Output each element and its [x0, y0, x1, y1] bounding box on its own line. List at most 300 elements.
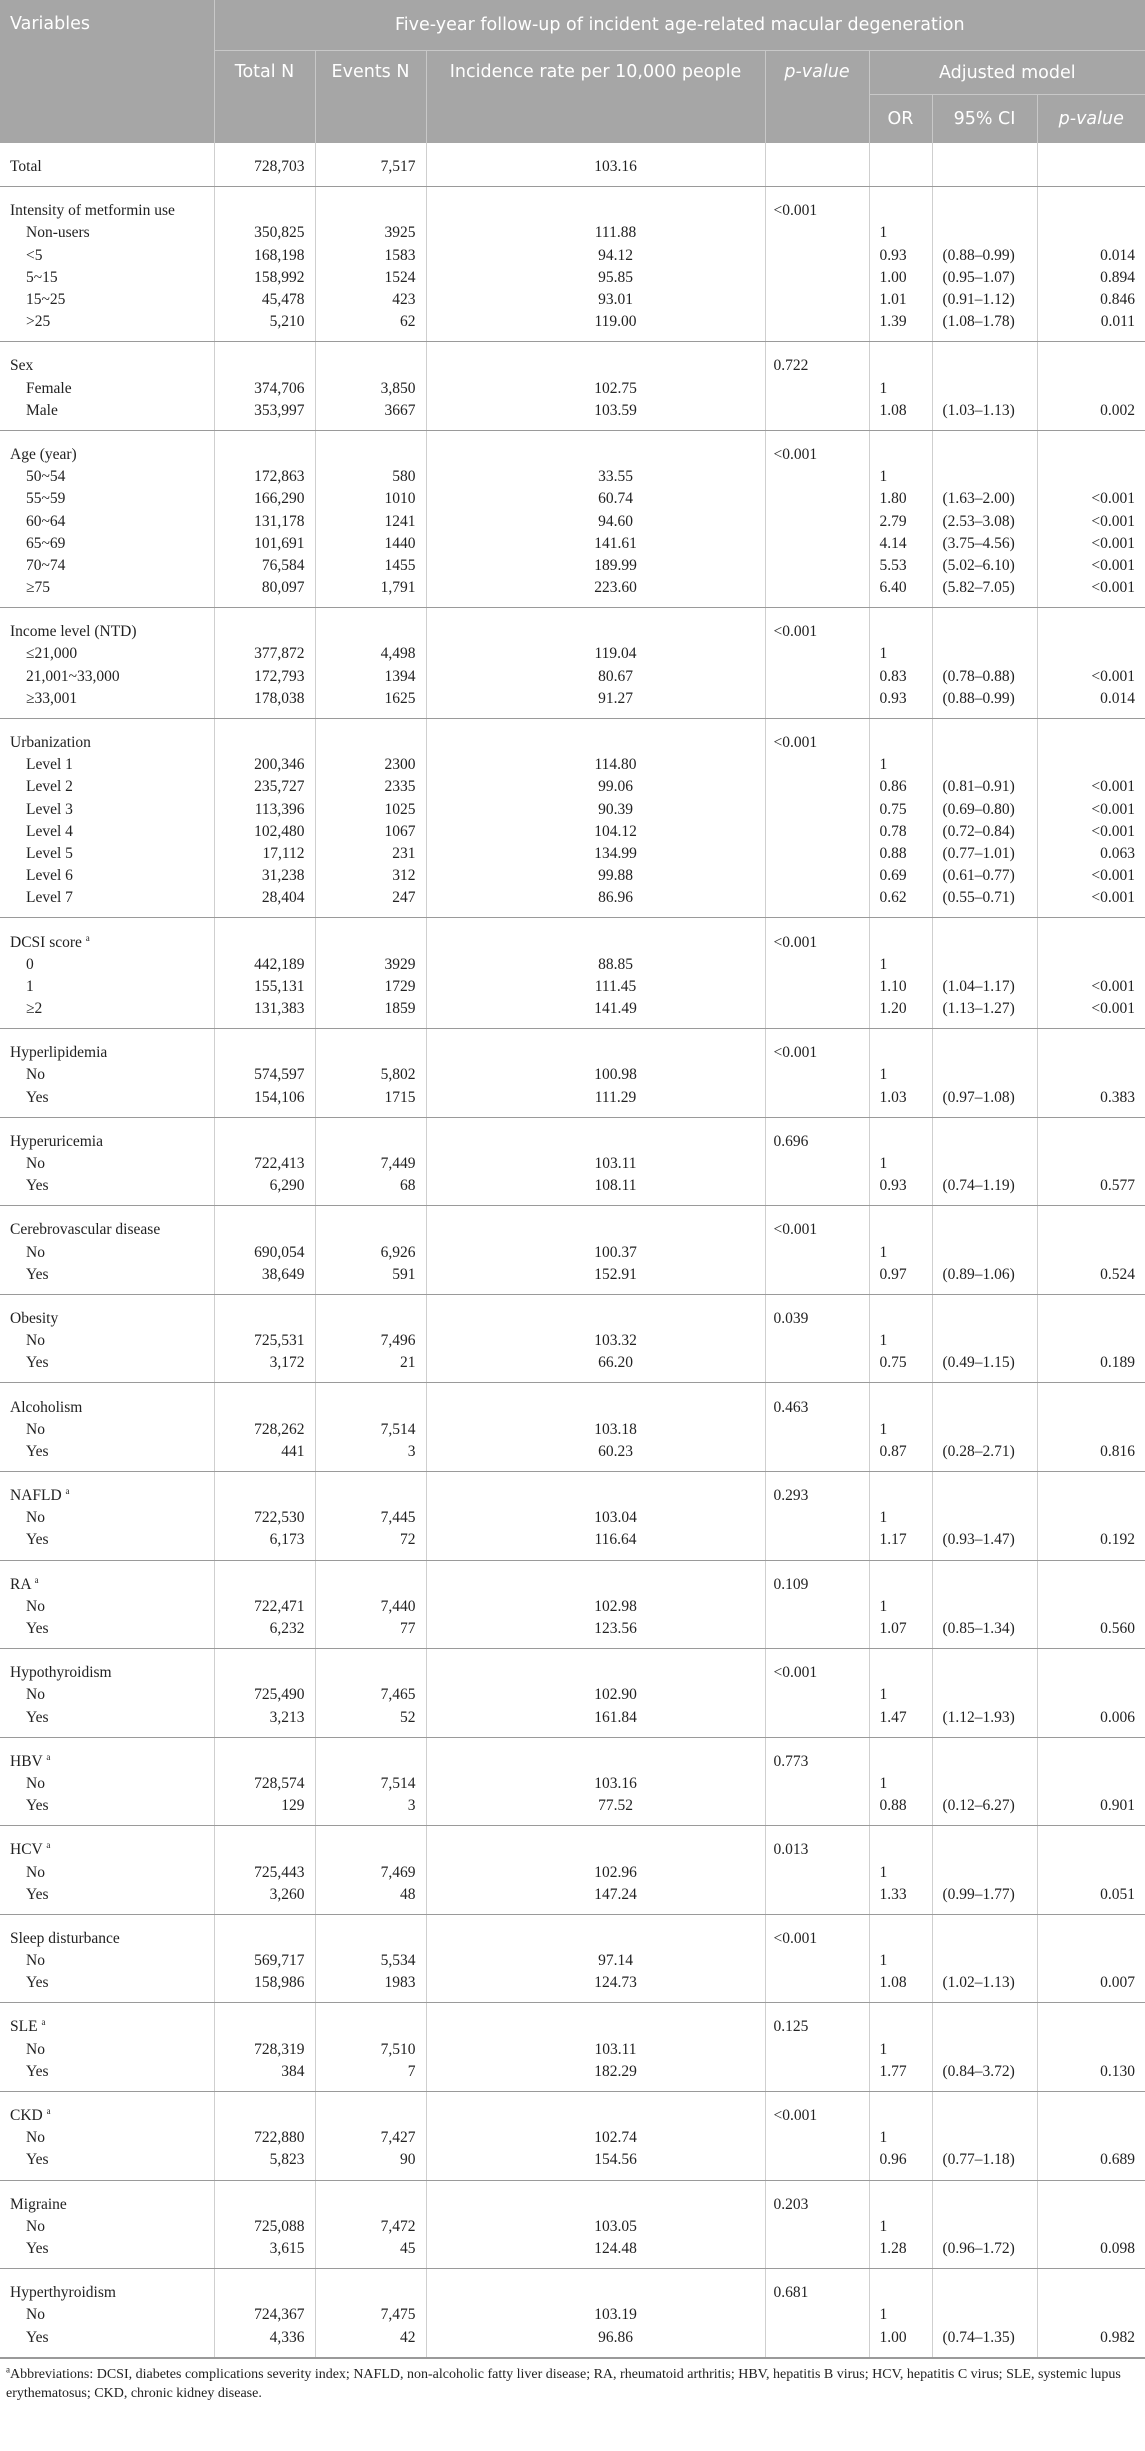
- total-n-cell: 384: [214, 2061, 315, 2092]
- p-value-cell: 0.696: [765, 1117, 869, 1153]
- events-n-cell: [315, 2003, 426, 2039]
- adjusted-p-value-cell: [1037, 1684, 1145, 1706]
- ci-cell: (0.74–1.35): [932, 2326, 1037, 2357]
- total-n-cell: [214, 1560, 315, 1596]
- header-p-value-adjusted: [1037, 95, 1145, 144]
- incidence-rate-cell: [426, 1294, 765, 1330]
- incidence-rate-cell: 77.52: [426, 1795, 765, 1826]
- total-n-cell: 45,478: [214, 289, 315, 311]
- events-n-cell: [315, 430, 426, 466]
- incidence-rate-cell: [426, 918, 765, 954]
- table-row: [0, 1596, 1145, 1618]
- section-title-cell: [0, 2091, 214, 2127]
- ci-cell: [932, 1737, 1037, 1773]
- incidence-rate-cell: 103.59: [426, 400, 765, 431]
- table-row: [0, 776, 1145, 798]
- section-title-cell: [0, 143, 214, 187]
- row-label: ≥75: [0, 577, 214, 608]
- table-row: [0, 2039, 1145, 2061]
- table-row: [0, 2216, 1145, 2238]
- row-label: Yes: [0, 2326, 214, 2357]
- total-n-cell: 353,997: [214, 400, 315, 431]
- ci-cell: (0.99–1.77): [932, 1884, 1037, 1915]
- section-title-cell: [0, 608, 214, 644]
- or-cell: 1.01: [869, 289, 932, 311]
- row-label: Yes: [0, 2238, 214, 2269]
- table-row: [0, 998, 1145, 1029]
- events-n-cell: 45: [315, 2238, 426, 2269]
- section-title-cell: [0, 1472, 214, 1508]
- header-p-value-adjusted-text: p-value: [1058, 109, 1124, 129]
- adjusted-p-value-cell: 0.189: [1037, 1352, 1145, 1383]
- total-n-cell: 574,597: [214, 1064, 315, 1086]
- or-cell: 1: [869, 643, 932, 665]
- events-n-cell: 1583: [315, 245, 426, 267]
- table-row: [0, 1972, 1145, 2003]
- row-label: Level 4: [0, 821, 214, 843]
- row-label: Non-users: [0, 222, 214, 244]
- section-title: Intensity of metformin use: [10, 202, 175, 220]
- total-n-cell: 5,210: [214, 311, 315, 342]
- section-title-cell: [0, 1914, 214, 1950]
- events-n-cell: 7,472: [315, 2216, 426, 2238]
- table-row: [0, 887, 1145, 918]
- ci-cell: [932, 608, 1037, 644]
- adjusted-p-value-cell: 0.002: [1037, 400, 1145, 431]
- p-value-cell: 0.125: [765, 2003, 869, 2039]
- p-value-cell: [765, 2149, 869, 2180]
- header-adjusted-model: Adjusted model: [869, 51, 1145, 95]
- section-title-cell: [0, 2269, 214, 2305]
- ci-cell: [932, 1472, 1037, 1508]
- or-cell: 0.83: [869, 666, 932, 688]
- p-value-cell: <0.001: [765, 1649, 869, 1685]
- section-title: Hyperthyroidism: [10, 2284, 116, 2302]
- adjusted-p-value-cell: [1037, 718, 1145, 754]
- adjusted-p-value-cell: [1037, 430, 1145, 466]
- or-cell: 1: [869, 1507, 932, 1529]
- events-n-cell: 591: [315, 1264, 426, 1295]
- row-label: No: [0, 1684, 214, 1706]
- row-label: No: [0, 2039, 214, 2061]
- p-value-cell: [765, 1242, 869, 1264]
- p-value-cell: [765, 143, 869, 187]
- adjusted-p-value-cell: [1037, 342, 1145, 378]
- ci-cell: (1.02–1.13): [932, 1972, 1037, 2003]
- table-row: [0, 2061, 1145, 2092]
- adjusted-p-value-cell: [1037, 143, 1145, 187]
- ci-cell: (1.63–2.00): [932, 488, 1037, 510]
- or-cell: 0.75: [869, 799, 932, 821]
- incidence-rate-cell: [426, 1117, 765, 1153]
- adjusted-p-value-cell: [1037, 1242, 1145, 1264]
- total-n-cell: 102,480: [214, 821, 315, 843]
- ci-cell: [932, 2091, 1037, 2127]
- or-cell: 1.47: [869, 1707, 932, 1738]
- adjusted-p-value-cell: 0.011: [1037, 311, 1145, 342]
- adjusted-p-value-cell: 0.006: [1037, 1707, 1145, 1738]
- ci-cell: (0.12–6.27): [932, 1795, 1037, 1826]
- footnote: [0, 2358, 1145, 2403]
- section-header-row: [0, 143, 1145, 187]
- p-value-cell: [765, 311, 869, 342]
- header-events-n: Events N: [315, 51, 426, 144]
- incidence-rate-cell: 111.45: [426, 976, 765, 998]
- ci-cell: (0.84–3.72): [932, 2061, 1037, 2092]
- section-header-row: [0, 608, 1145, 644]
- row-label: Yes: [0, 1441, 214, 1472]
- total-n-cell: 3,213: [214, 1707, 315, 1738]
- adjusted-p-value-cell: 0.051: [1037, 1884, 1145, 1915]
- incidence-rate-cell: [426, 1560, 765, 1596]
- table-row: [0, 378, 1145, 400]
- total-n-cell: [214, 2180, 315, 2216]
- adjusted-p-value-cell: <0.001: [1037, 887, 1145, 918]
- table-row: [0, 267, 1145, 289]
- total-n-cell: [214, 1029, 315, 1065]
- ci-cell: (1.12–1.93): [932, 1707, 1037, 1738]
- section-title: Migraine: [10, 2195, 67, 2213]
- incidence-rate-cell: [426, 608, 765, 644]
- p-value-cell: [765, 1352, 869, 1383]
- table-row: [0, 1684, 1145, 1706]
- events-n-cell: 1025: [315, 799, 426, 821]
- or-cell: [869, 1914, 932, 1950]
- section-title: NAFLD: [10, 1487, 62, 1505]
- p-value-cell: [765, 466, 869, 488]
- section-header-row: [0, 187, 1145, 223]
- section-title-cell: [0, 1649, 214, 1685]
- p-value-cell: [765, 688, 869, 719]
- events-n-cell: 7: [315, 2061, 426, 2092]
- row-label: Yes: [0, 1529, 214, 1560]
- events-n-cell: 580: [315, 466, 426, 488]
- incidence-rate-cell: 93.01: [426, 289, 765, 311]
- ci-cell: [932, 143, 1037, 187]
- events-n-cell: 42: [315, 2326, 426, 2357]
- incidence-rate-cell: 102.74: [426, 2127, 765, 2149]
- p-value-cell: [765, 754, 869, 776]
- row-label: 21,001~33,000: [0, 666, 214, 688]
- adjusted-p-value-cell: [1037, 1294, 1145, 1330]
- events-n-cell: 1625: [315, 688, 426, 719]
- adjusted-p-value-cell: [1037, 918, 1145, 954]
- incidence-rate-cell: 94.12: [426, 245, 765, 267]
- events-n-cell: 1067: [315, 821, 426, 843]
- adjusted-p-value-cell: <0.001: [1091, 490, 1136, 508]
- section-title: RA: [10, 1575, 31, 1593]
- incidence-rate-cell: [426, 342, 765, 378]
- row-label: Female: [0, 378, 214, 400]
- p-value-cell: [765, 2216, 869, 2238]
- adjusted-p-value-cell: [1037, 1737, 1145, 1773]
- p-value-cell: [765, 865, 869, 887]
- p-value-cell: <0.001: [765, 1914, 869, 1950]
- p-value-cell: [765, 1773, 869, 1795]
- row-label: No: [0, 1773, 214, 1795]
- adjusted-p-value-cell: [1037, 2216, 1145, 2238]
- adjusted-p-value-cell: <0.001: [1091, 667, 1136, 685]
- total-n-cell: 3,172: [214, 1352, 315, 1383]
- section-title: Cerebrovascular disease: [10, 1221, 161, 1239]
- adjusted-p-value-cell: [1037, 1153, 1145, 1175]
- ci-cell: [932, 1649, 1037, 1685]
- row-label: Yes: [0, 1264, 214, 1295]
- adjusted-p-value-cell: [1037, 1064, 1145, 1086]
- or-cell: 0.93: [869, 1175, 932, 1206]
- row-label: No: [0, 2216, 214, 2238]
- ci-cell: (0.96–1.72): [932, 2238, 1037, 2269]
- total-n-cell: [214, 2269, 315, 2305]
- total-n-cell: [214, 1206, 315, 1242]
- total-n-cell: 441: [214, 1441, 315, 1472]
- adjusted-p-value-cell: [1037, 1596, 1145, 1618]
- ci-cell: [932, 1950, 1037, 1972]
- ci-cell: [932, 718, 1037, 754]
- p-value-cell: [765, 1507, 869, 1529]
- incidence-rate-cell: [426, 1029, 765, 1065]
- events-n-cell: 3929: [315, 954, 426, 976]
- p-value-cell: 0.722: [765, 342, 869, 378]
- p-value-cell: [765, 976, 869, 998]
- incidence-rate-cell: 97.14: [426, 1950, 765, 1972]
- ci-cell: (0.69–0.80): [932, 799, 1037, 821]
- table-row: [0, 1330, 1145, 1352]
- or-cell: 0.87: [869, 1441, 932, 1472]
- or-cell: 1: [869, 378, 932, 400]
- row-label: ≥33,001: [0, 688, 214, 719]
- incidence-rate-cell: [426, 1737, 765, 1773]
- events-n-cell: 1983: [315, 1972, 426, 2003]
- ci-cell: (0.78–0.88): [932, 666, 1037, 688]
- p-value-cell: [765, 245, 869, 267]
- incidence-rate-cell: 161.84: [426, 1707, 765, 1738]
- ci-cell: [932, 1773, 1037, 1795]
- total-n-cell: 728,319: [214, 2039, 315, 2061]
- row-label: No: [0, 1153, 214, 1175]
- table-row: [0, 533, 1145, 555]
- incidence-rate-cell: 103.18: [426, 1419, 765, 1441]
- adjusted-p-value-cell: [1037, 1330, 1145, 1352]
- table-row: [0, 1264, 1145, 1295]
- row-label: Level 6: [0, 865, 214, 887]
- or-cell: 1.28: [869, 2238, 932, 2269]
- total-n-cell: 158,986: [214, 1972, 315, 2003]
- table-row: [0, 643, 1145, 665]
- incidence-rate-cell: [426, 1383, 765, 1419]
- total-n-cell: 6,290: [214, 1175, 315, 1206]
- footnote-marker: a: [85, 932, 90, 943]
- incidence-rate-cell: 99.06: [426, 776, 765, 798]
- or-cell: 0.97: [869, 1264, 932, 1295]
- section-header-row: [0, 430, 1145, 466]
- ci-cell: (5.82–7.05): [932, 577, 1037, 608]
- p-value-cell: [765, 1175, 869, 1206]
- incidence-rate-cell: 102.98: [426, 1596, 765, 1618]
- total-n-cell: 725,088: [214, 2216, 315, 2238]
- or-cell: 1: [869, 466, 932, 488]
- incidence-rate-cell: 108.11: [426, 1175, 765, 1206]
- adjusted-p-value-cell: [1037, 1029, 1145, 1065]
- events-n-cell: 90: [315, 2149, 426, 2180]
- ci-cell: [932, 1029, 1037, 1065]
- ci-cell: [932, 1294, 1037, 1330]
- table-row: [0, 688, 1145, 719]
- adjusted-p-value-cell: 0.014: [1100, 246, 1136, 264]
- section-header-row: [0, 1206, 1145, 1242]
- p-value-cell: [765, 400, 869, 431]
- or-cell: 1.10: [869, 976, 932, 998]
- or-cell: 1: [869, 1153, 932, 1175]
- events-n-cell: [315, 342, 426, 378]
- adjusted-p-value-cell: 0.901: [1037, 1795, 1145, 1826]
- table-row: [0, 2127, 1145, 2149]
- table-row: [0, 2326, 1145, 2357]
- adjusted-p-value-cell: <0.001: [1091, 822, 1136, 840]
- p-value-cell: [765, 887, 869, 918]
- events-n-cell: 1729: [315, 976, 426, 998]
- header-total-n: Total N: [214, 51, 315, 144]
- p-value-cell: <0.001: [765, 1029, 869, 1065]
- or-cell: 1: [869, 954, 932, 976]
- section-header-row: [0, 1472, 1145, 1508]
- total-n-cell: 374,706: [214, 378, 315, 400]
- ci-cell: [932, 2039, 1037, 2061]
- footnote-marker: a: [34, 1574, 39, 1585]
- section-title: CKD: [10, 2107, 43, 2125]
- incidence-rate-cell: 102.75: [426, 378, 765, 400]
- incidence-rate-cell: 141.49: [426, 998, 765, 1029]
- incidence-rate-cell: [426, 2091, 765, 2127]
- events-n-cell: 77: [315, 1618, 426, 1649]
- events-n-cell: 3667: [315, 400, 426, 431]
- events-n-cell: 7,469: [315, 1861, 426, 1883]
- header-p-value: [765, 51, 869, 144]
- adjusted-p-value-cell: 0.894: [1100, 268, 1136, 286]
- adjusted-p-value-cell: 0.063: [1100, 844, 1136, 862]
- incidence-rate-cell: 103.11: [426, 2039, 765, 2061]
- ci-cell: [932, 1596, 1037, 1618]
- or-cell: [869, 342, 932, 378]
- total-n-cell: 76,584: [214, 555, 315, 577]
- p-value-cell: <0.001: [765, 608, 869, 644]
- events-n-cell: 7,465: [315, 1684, 426, 1706]
- table-row: [0, 666, 1145, 688]
- section-header-row: [0, 1117, 1145, 1153]
- events-n-cell: [315, 918, 426, 954]
- ci-cell: [932, 2269, 1037, 2305]
- total-n-cell: 3,260: [214, 1884, 315, 1915]
- section-title-cell: [0, 718, 214, 754]
- adjusted-p-value-cell: [1037, 954, 1145, 976]
- p-value-cell: 0.773: [765, 1737, 869, 1773]
- p-value-cell: [765, 954, 869, 976]
- or-cell: [869, 1472, 932, 1508]
- p-value-cell: [765, 2127, 869, 2149]
- p-value-cell: <0.001: [765, 187, 869, 223]
- ci-cell: [932, 2003, 1037, 2039]
- adjusted-p-value-cell: 0.098: [1037, 2238, 1145, 2269]
- footnote-marker: a: [46, 1751, 51, 1762]
- events-n-cell: 3: [315, 1795, 426, 1826]
- row-label: No: [0, 1950, 214, 1972]
- table-row: [0, 555, 1145, 577]
- incidence-rate-cell: [426, 1649, 765, 1685]
- or-cell: 1: [869, 1242, 932, 1264]
- total-n-cell: [214, 2091, 315, 2127]
- total-n-cell: 377,872: [214, 643, 315, 665]
- or-cell: 1.08: [869, 1972, 932, 2003]
- events-n-cell: 7,440: [315, 1596, 426, 1618]
- events-n-cell: 52: [315, 1707, 426, 1738]
- incidence-rate-cell: 111.88: [426, 222, 765, 244]
- or-cell: [869, 1737, 932, 1773]
- p-value-cell: [765, 666, 869, 688]
- ci-cell: [932, 954, 1037, 976]
- incidence-rate-cell: 103.05: [426, 2216, 765, 2238]
- adjusted-p-value-cell: 0.577: [1037, 1175, 1145, 1206]
- total-n-cell: 178,038: [214, 688, 315, 719]
- section-header-row: [0, 1560, 1145, 1596]
- ci-cell: (1.08–1.78): [932, 311, 1037, 342]
- p-value-cell: [765, 2039, 869, 2061]
- ci-cell: [932, 754, 1037, 776]
- adjusted-p-value-cell: [1037, 1560, 1145, 1596]
- total-n-cell: 154,106: [214, 1087, 315, 1118]
- total-n-cell: 158,992: [214, 267, 315, 289]
- ci-cell: [932, 2127, 1037, 2149]
- total-n-cell: 31,238: [214, 865, 315, 887]
- events-n-cell: 7,517: [315, 143, 426, 187]
- incidence-rate-cell: 111.29: [426, 1087, 765, 1118]
- footnote-marker: a: [6, 2363, 10, 2374]
- or-cell: [869, 187, 932, 223]
- or-cell: 1: [869, 1861, 932, 1883]
- total-n-cell: 168,198: [214, 245, 315, 267]
- adjusted-p-value-cell: [1037, 2003, 1145, 2039]
- p-value-cell: [765, 533, 869, 555]
- total-n-cell: 5,823: [214, 2149, 315, 2180]
- ci-cell: [932, 1242, 1037, 1264]
- incidence-rate-cell: [426, 187, 765, 223]
- row-label: No: [0, 1507, 214, 1529]
- total-n-cell: [214, 1914, 315, 1950]
- p-value-cell: [765, 378, 869, 400]
- row-label: 0: [0, 954, 214, 976]
- incidence-rate-cell: [426, 1472, 765, 1508]
- or-cell: 0.93: [869, 688, 932, 719]
- table-row: [0, 1087, 1145, 1118]
- incidence-rate-cell: 91.27: [426, 688, 765, 719]
- incidence-rate-cell: 119.00: [426, 311, 765, 342]
- row-label: No: [0, 1596, 214, 1618]
- or-cell: 1.17: [869, 1529, 932, 1560]
- row-label: ≥2: [0, 998, 214, 1029]
- incidence-rate-cell: 33.55: [426, 466, 765, 488]
- row-label: Yes: [0, 1795, 214, 1826]
- section-title: Age (year): [10, 445, 77, 463]
- ci-cell: [932, 643, 1037, 665]
- total-n-cell: 722,530: [214, 1507, 315, 1529]
- incidence-rate-cell: 103.32: [426, 1330, 765, 1352]
- or-cell: 1: [869, 222, 932, 244]
- ci-cell: [932, 1153, 1037, 1175]
- events-n-cell: 7,514: [315, 1419, 426, 1441]
- section-title: SLE: [10, 2018, 38, 2036]
- adjusted-p-value-cell: [1037, 754, 1145, 776]
- section-title: Income level (NTD): [10, 623, 137, 641]
- p-value-cell: [765, 998, 869, 1029]
